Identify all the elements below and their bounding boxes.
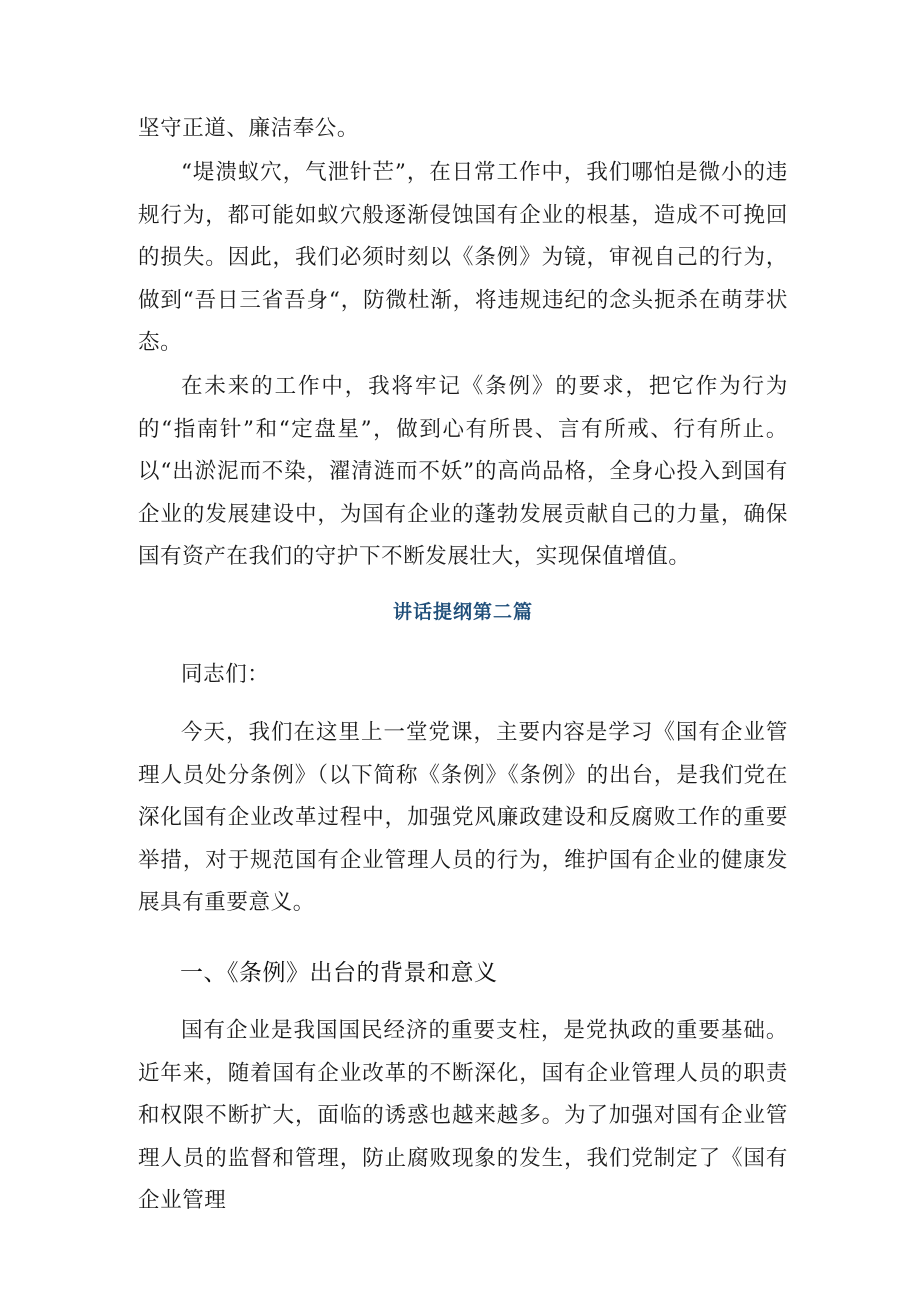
- section-title-second-speech: 讲话提纲第二篇: [392, 601, 533, 623]
- paragraph-future-work: 在未来的工作中，我将牢记《条例》的要求，把它作为行为的“指南针”和“定盘星”，做到心有所畏、言有所戒、行有所止。以“出淤泥而不染，濯清涟而不妖”的高尚品格，全身心投入到国有企业的发展建设中，为国有企业的蓬勃发展贡献自己的力量，确保国有资产在我们的守护下不断发展壮大，实现保值增值。: [138, 374, 788, 569]
- paragraph-small-violations: “堤溃蚁穴，气泄针芒”，在日常工作中，我们哪怕是微小的违规行为，都可能如蚁穴般逐渐侵蚀国有企业的根基，造成不可挽回的损失。因此，我们必须时刻以《条例》为镜，审视自己的行为，做到“吾日三省吾身“，防微杜渐，将违规违纪的念头扼杀在萌芽状态。: [138, 160, 788, 355]
- paragraph-introduction: 今天，我们在这里上一堂党课，主要内容是学习《国有企业管理人员处分条例》（以下简称《条例》《条例》的出台，是我们党在深化国有企业改革过程中，加强党风廉政建设和反腐败工作的重要举措，对于规范国有企业管理人员的行为，维护国有企业的健康发展具有重要意义。: [138, 720, 788, 915]
- section-heading-background: 一、《条例》出台的背景和意义: [180, 960, 498, 986]
- paragraph-continuation: 坚守正道、廉洁奉公。: [138, 116, 360, 141]
- paragraph-background: 国有企业是我国国民经济的重要支柱，是党执政的重要基础。近年来，随着国有企业改革的不断深化，国有企业管理人员的职责和权限不断扩大，面临的诱惑也越来越多。为了加强对国有企业管理人员的监督和管理，防止腐败现象的发生，我们党制定了《国有企业管理: [138, 1018, 788, 1213]
- greeting: 同志们：: [181, 662, 270, 687]
